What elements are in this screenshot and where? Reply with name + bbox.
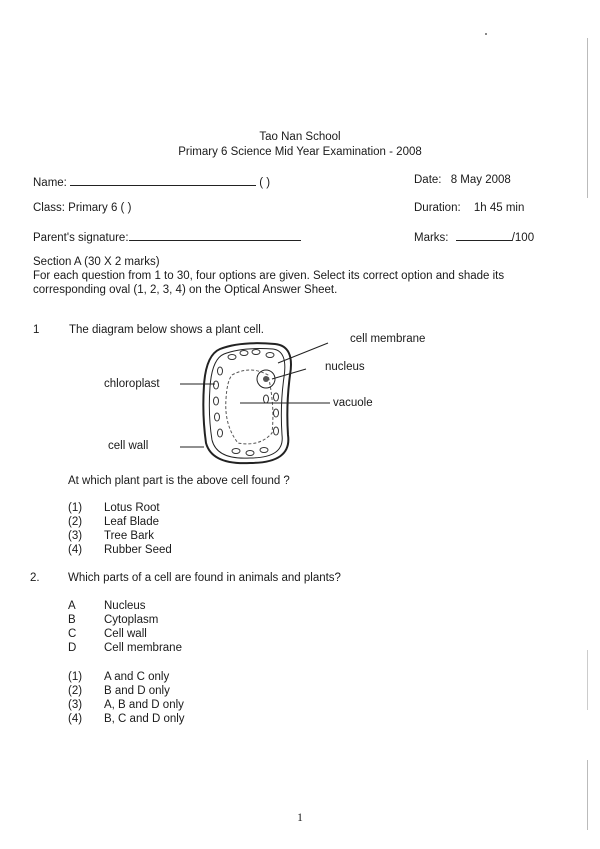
name-label: Name: — [33, 177, 67, 189]
q1-stem: The diagram below shows a plant cell. — [69, 324, 264, 336]
name-index-paren: ( ) — [259, 177, 271, 189]
name-row — [33, 174, 270, 189]
q2-number: 2. — [30, 572, 40, 584]
scan-speck — [485, 33, 487, 35]
q2-part-b: B Cytoplasm — [68, 614, 159, 626]
scan-edge-line — [587, 760, 588, 830]
duration-label: Duration: — [414, 202, 461, 214]
date-value: 8 May 2008 — [450, 174, 511, 186]
q1-option-2: (2) Leaf Blade — [68, 516, 159, 528]
q2-part-a: A Nucleus — [68, 600, 146, 612]
q2-option-1: (1) A and C only — [68, 671, 170, 683]
q2-option-2: (2) B and D only — [68, 685, 170, 697]
page-number: 1 — [297, 812, 303, 824]
scan-edge-line — [587, 650, 588, 710]
q1-question: At which plant part is the above cell found ? — [68, 475, 290, 487]
parent-signature-blank — [129, 229, 301, 241]
q2-stem: Which parts of a cell are found in animals and plants? — [68, 572, 341, 584]
marks-blank — [456, 229, 512, 241]
section-instruction-line2: corresponding oval (1, 2, 3, 4) on the Optical Answer Sheet. — [33, 284, 338, 296]
q1-option-4: (4) Rubber Seed — [68, 544, 172, 556]
q2-option-4: (4) B, C and D only — [68, 713, 185, 725]
label-cell-membrane: cell membrane — [350, 333, 426, 345]
q1-option-1: (1) Lotus Root — [68, 502, 160, 514]
parent-signature-row — [33, 229, 301, 244]
q1-number: 1 — [33, 324, 40, 336]
q2-part-d: D Cell membrane — [68, 642, 182, 654]
duration-row — [414, 202, 524, 214]
marks-total: /100 — [511, 232, 535, 244]
section-instruction-line1: For each question from 1 to 30, four options are given. Select its correct option and shade its — [33, 270, 505, 282]
date-label: Date: — [414, 174, 442, 186]
date-row — [414, 174, 511, 186]
label-cell-wall: cell wall — [108, 440, 149, 452]
nucleolus-shape — [263, 376, 269, 382]
duration-value: 1h 45 min — [473, 202, 525, 214]
name-blank — [70, 174, 256, 186]
label-chloroplast: chloroplast — [104, 378, 160, 390]
section-title: Section A (30 X 2 marks) — [33, 256, 160, 268]
q2-option-3: (3) A, B and D only — [68, 699, 184, 711]
label-vacuole: vacuole — [333, 397, 373, 409]
q2-part-c: C Cell wall — [68, 628, 147, 640]
label-nucleus: nucleus — [325, 361, 365, 373]
school-name: Tao Nan School — [259, 131, 341, 143]
q1-option-3: (3) Tree Bark — [68, 530, 155, 542]
parent-signature-label: Parent's signature: — [33, 232, 129, 244]
exam-title: Primary 6 Science Mid Year Examination - 2008 — [178, 146, 422, 158]
marks-row — [414, 229, 534, 244]
class-label: Class: Primary 6 ( ) — [33, 202, 132, 214]
scan-edge-line — [587, 38, 588, 198]
marks-label: Marks: — [414, 232, 449, 244]
